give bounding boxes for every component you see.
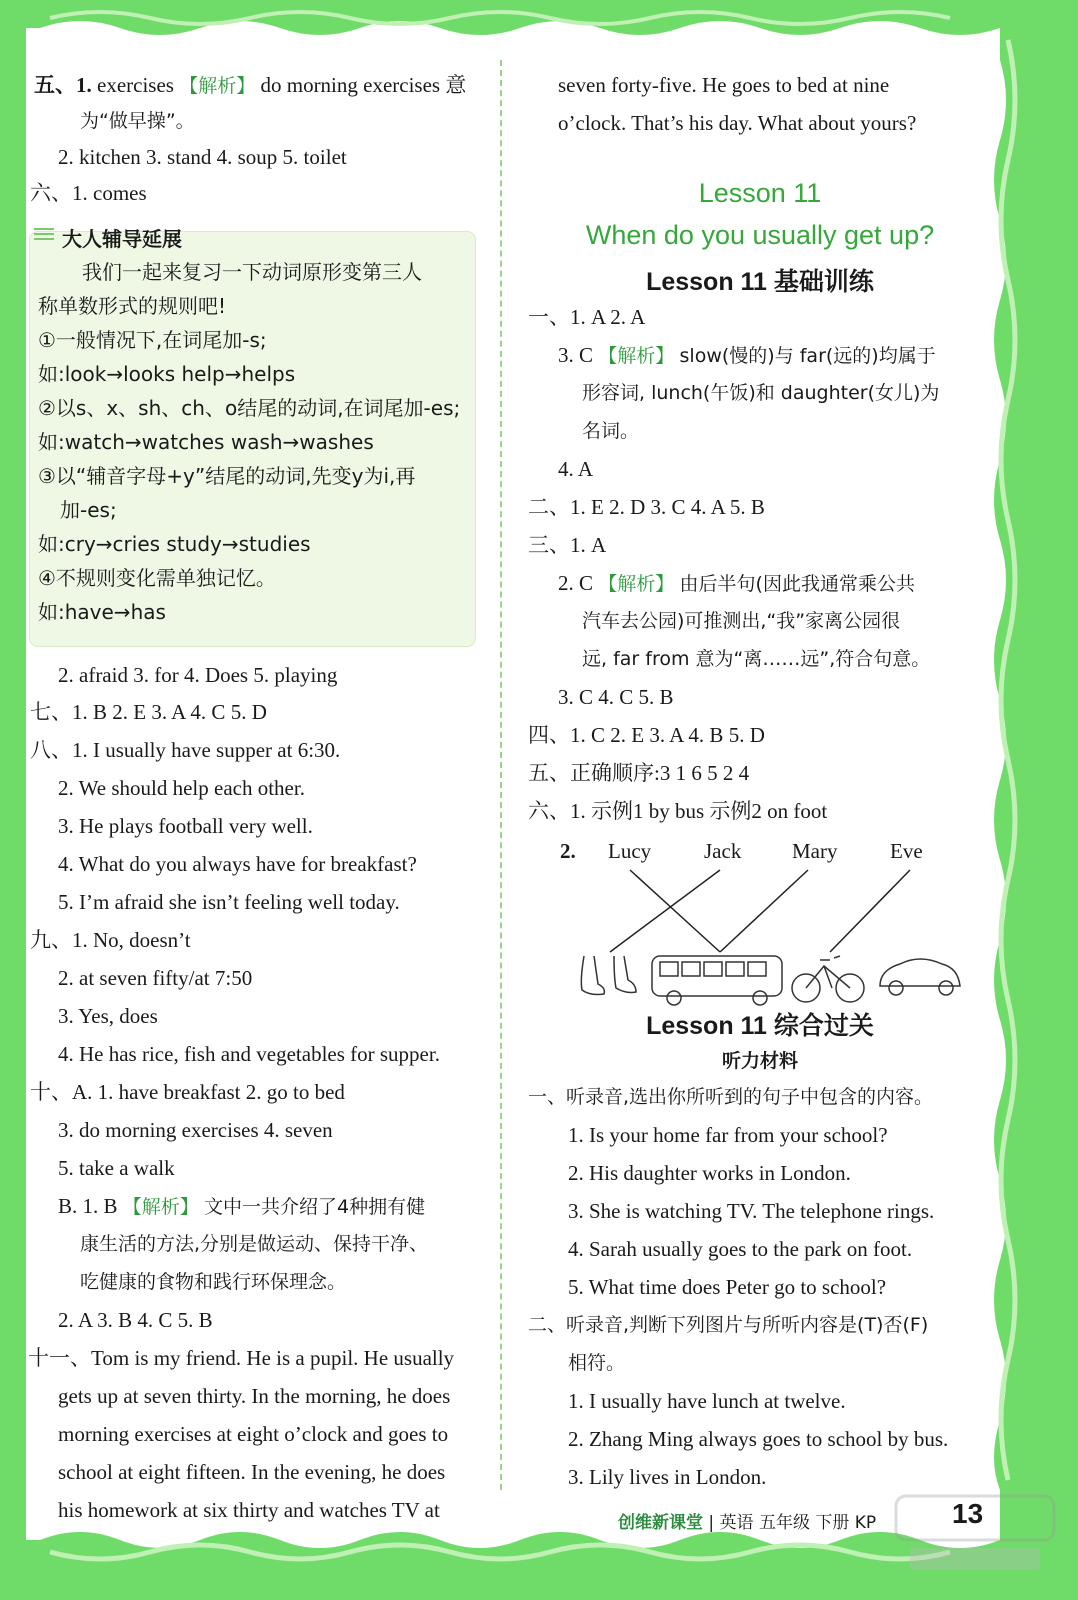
answer-line: 九、1. No, doesn’t bbox=[30, 928, 191, 952]
answer-line: 五、正确顺序:3 1 6 5 2 4 bbox=[528, 761, 750, 785]
box-line: 称单数形式的规则吧! bbox=[38, 294, 227, 318]
answer-line: 一、1. A 2. A bbox=[528, 305, 646, 329]
column-divider bbox=[500, 60, 502, 1490]
answer-line: 五、1. exercises 【解析】 do morning exercises 意 bbox=[34, 73, 467, 97]
box-title: 大人辅导延展 bbox=[62, 227, 182, 251]
footer-info: | 英语 五年级 下册 KP bbox=[708, 1513, 877, 1533]
question-head: 二、听录音,判断下列图片与所听内容是(T)否(F) bbox=[528, 1314, 929, 1336]
box-line: 我们一起来复习一下动词原形变第三人 bbox=[82, 260, 422, 284]
answer-line: 远, far from 意为“离……远”,符合句意。 bbox=[582, 648, 931, 670]
answer-line: 2. at seven fifty/at 7:50 bbox=[58, 966, 253, 990]
bicycle-icon bbox=[792, 956, 864, 1002]
passage-line: school at eight fifteen. In the evening, he does bbox=[58, 1460, 446, 1484]
answer-line: 六、1. comes bbox=[30, 181, 147, 205]
match-number: 2. bbox=[560, 839, 576, 863]
car-icon bbox=[880, 959, 960, 995]
footer bbox=[618, 1508, 876, 1533]
listening-item: 4. Sarah usually goes to the park on foot. bbox=[568, 1237, 913, 1261]
lines-icon bbox=[34, 226, 54, 242]
box-line: 加-es; bbox=[60, 498, 117, 522]
box-line: 如:look→looks help→helps bbox=[38, 362, 296, 386]
answer-line: 5. I’m afraid she isn’t feeling well today. bbox=[58, 890, 400, 914]
box-line: ②以s、x、sh、ch、o结尾的动词,在词尾加-es; bbox=[38, 396, 461, 420]
listening-item: 1. I usually have lunch at twelve. bbox=[568, 1389, 846, 1413]
answer-line: 2. A 3. B 4. C 5. B bbox=[58, 1308, 213, 1332]
answer-line: 4. He has rice, fish and vegetables for supper. bbox=[58, 1042, 440, 1066]
listening-title: 听力材料 bbox=[721, 1050, 798, 1072]
answer-line: 3. Yes, does bbox=[58, 1004, 158, 1028]
listening-item: 3. Lily lives in London. bbox=[568, 1465, 767, 1489]
passage-line: gets up at seven thirty. In the morning, he does bbox=[58, 1384, 451, 1408]
answer-line: 2. kitchen 3. stand 4. soup 5. toilet bbox=[58, 145, 347, 169]
answer-line: 二、1. E 2. D 3. C 4. A 5. B bbox=[528, 495, 765, 519]
answer-line: 5. take a walk bbox=[58, 1156, 175, 1180]
watermark-logo bbox=[890, 1490, 1060, 1580]
answer-line: 4. A bbox=[558, 457, 594, 481]
lesson-question: When do you usually get up? bbox=[585, 220, 935, 250]
box-line: 如:have→has bbox=[38, 600, 166, 624]
answer-line: 为“做早操”。 bbox=[80, 110, 195, 132]
question-head: 相符。 bbox=[568, 1352, 626, 1374]
answer-line: 十、A. 1. have breakfast 2. go to bed bbox=[30, 1080, 345, 1104]
match-name-jack: Jack bbox=[704, 839, 742, 863]
passage-line: morning exercises at eight o’clock and goes to bbox=[58, 1422, 449, 1446]
match-name-eve: Eve bbox=[890, 839, 923, 863]
passage-line: 十一、Tom is my friend. He is a pupil. He usually bbox=[28, 1346, 455, 1370]
answer-line: 吃健康的食物和践行环保理念。 bbox=[80, 1271, 347, 1293]
answer-line: 四、1. C 2. E 3. A 4. B 5. D bbox=[528, 723, 765, 747]
answer-line: 形容词, lunch(午饭)和 daughter(女儿)为 bbox=[582, 382, 940, 404]
answer-line: 名词。 bbox=[582, 420, 640, 442]
passage-line: o’clock. That’s his day. What about yours? bbox=[558, 111, 917, 135]
box-line: ③以“辅音字母+y”结尾的动词,先变y为i,再 bbox=[38, 464, 416, 488]
answer-line: 2. C 【解析】 由后半句(因此我通常乘公共 bbox=[558, 571, 915, 595]
answer-line: 2. afraid 3. for 4. Does 5. playing bbox=[58, 663, 338, 687]
answer-line: 六、1. 示例1 by bus 示例2 on foot bbox=[528, 799, 828, 823]
answer-line: 七、1. B 2. E 3. A 4. C 5. D bbox=[30, 700, 267, 724]
answer-line: 八、1. I usually have supper at 6:30. bbox=[30, 738, 341, 762]
box-line: 如:watch→watches wash→washes bbox=[38, 430, 374, 454]
feet-icon bbox=[581, 956, 636, 995]
answer-line: 2. We should help each other. bbox=[58, 776, 305, 800]
match-line bbox=[630, 870, 720, 952]
answer-line: B. 1. B 【解析】 文中一共介绍了4种拥有健 bbox=[58, 1194, 426, 1218]
listening-item: 1. Is your home far from your school? bbox=[568, 1123, 888, 1147]
passage-line: his homework at six thirty and watches TV at bbox=[58, 1498, 440, 1522]
lesson-title: Lesson 11 bbox=[698, 178, 822, 208]
listening-item: 2. Zhang Ming always goes to school by bus. bbox=[568, 1427, 949, 1451]
answer-line: 3. C 4. C 5. B bbox=[558, 685, 674, 709]
listening-item: 3. She is watching TV. The telephone rings. bbox=[568, 1199, 935, 1223]
match-line bbox=[830, 870, 910, 952]
answer-line: 3. do morning exercises 4. seven bbox=[58, 1118, 333, 1142]
page-number: 13 bbox=[952, 1498, 984, 1529]
listening-item: 5. What time does Peter go to school? bbox=[568, 1275, 887, 1299]
answer-line: 3. He plays football very well. bbox=[58, 814, 313, 838]
footer-brand: 创维新课堂 bbox=[618, 1513, 703, 1533]
listening-item: 2. His daughter works in London. bbox=[568, 1161, 851, 1185]
match-line bbox=[720, 870, 808, 952]
box-line: 如:cry→cries study→studies bbox=[38, 532, 311, 556]
match-name-mary: Mary bbox=[792, 839, 838, 863]
answer-line: 汽车去公园)可推测出,“我”家离公园很 bbox=[582, 610, 901, 632]
answer-line: 康生活的方法,分别是做运动、保持干净、 bbox=[80, 1233, 429, 1255]
bus-icon bbox=[652, 956, 782, 1005]
answer-line: 4. What do you always have for breakfast? bbox=[58, 852, 417, 876]
answer-line: 三、1. A bbox=[528, 533, 607, 557]
answer-line: 3. C 【解析】 slow(慢的)与 far(远的)均属于 bbox=[558, 343, 936, 367]
passage-line: seven forty-five. He goes to bed at nine bbox=[558, 73, 890, 97]
section-title: Lesson 11 综合过关 bbox=[646, 1012, 874, 1040]
match-diagram bbox=[570, 860, 990, 1010]
match-line bbox=[610, 870, 720, 952]
box-line: ④不规则变化需单独记忆。 bbox=[38, 566, 276, 590]
question-head: 一、听录音,选出你所听到的句子中包含的内容。 bbox=[528, 1086, 934, 1108]
box-line: ①一般情况下,在词尾加-s; bbox=[38, 328, 267, 352]
section-title: Lesson 11 基础训练 bbox=[646, 268, 874, 296]
match-name-lucy: Lucy bbox=[608, 839, 652, 863]
